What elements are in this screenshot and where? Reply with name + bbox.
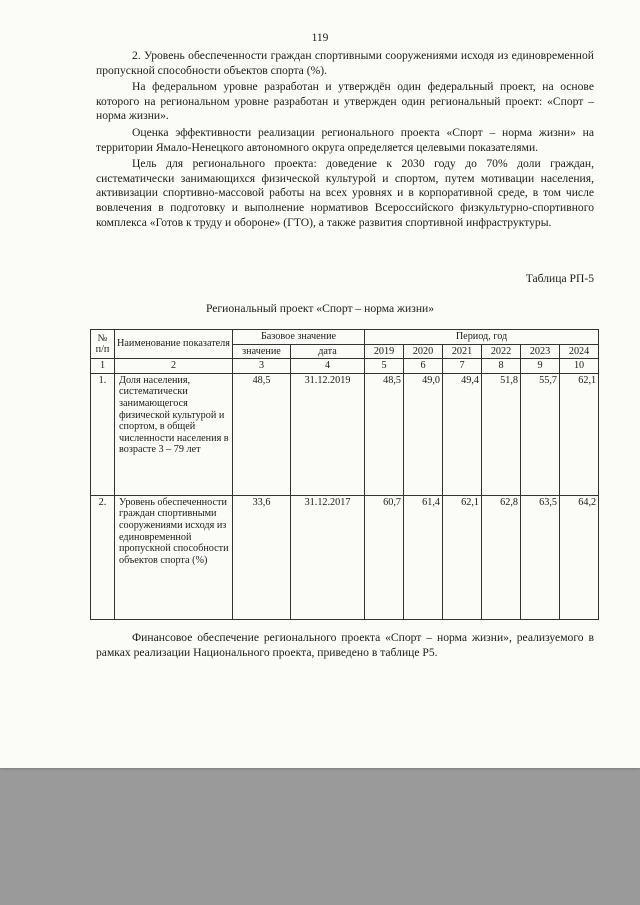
column-index: 7 (443, 359, 482, 374)
row-year-value: 62,1 (443, 495, 482, 619)
row-num: 1. (91, 373, 115, 495)
column-index: 4 (291, 359, 365, 374)
row-year-value: 62,1 (560, 373, 599, 495)
table-row (91, 495, 599, 619)
table-header-row (91, 330, 599, 345)
header-base: Базовое значение (233, 330, 365, 345)
footer-text (96, 631, 594, 660)
row-indicator-name: Доля населения, систематически занимающегося физической культурой и спортом, в общей численности населения в возрасте 3 – 79 лет (115, 373, 233, 495)
row-year-value: 63,5 (521, 495, 560, 619)
header-year: 2024 (560, 344, 599, 359)
table-row (91, 373, 599, 495)
row-year-value: 49,4 (443, 373, 482, 495)
column-index: 2 (115, 359, 233, 374)
row-year-value: 49,0 (404, 373, 443, 495)
header-year: 2022 (482, 344, 521, 359)
header-num: № п/п (91, 330, 115, 359)
column-index: 8 (482, 359, 521, 374)
row-year-value: 51,8 (482, 373, 521, 495)
column-index: 10 (560, 359, 599, 374)
header-year: 2021 (443, 344, 482, 359)
row-base-value: 48,5 (233, 373, 291, 495)
row-base-value: 33,6 (233, 495, 291, 619)
row-year-value: 62,8 (482, 495, 521, 619)
column-index: 3 (233, 359, 291, 374)
header-year: 2023 (521, 344, 560, 359)
row-year-value: 61,4 (404, 495, 443, 619)
header-name: Наименование показателя (115, 330, 233, 359)
table-label: Таблица РП-5 (525, 272, 594, 285)
header-date: дата (291, 344, 365, 359)
row-year-value: 48,5 (365, 373, 404, 495)
paragraph-financing: Финансовое обеспечение регионального проекта «Спорт – норма жизни», реализуемого в рамках реализации Национального проекта, приведено в таблице Р5. (96, 631, 594, 659)
row-base-date: 31.12.2019 (291, 373, 365, 495)
header-year: 2019 (365, 344, 404, 359)
body-text (96, 49, 594, 232)
table-title: Региональный проект «Спорт – норма жизни» (205, 302, 435, 315)
row-year-value: 55,7 (521, 373, 560, 495)
row-year-value: 60,7 (365, 495, 404, 619)
row-num: 2. (91, 495, 115, 619)
header-year: 2020 (404, 344, 443, 359)
header-value: значение (233, 344, 291, 359)
column-index: 9 (521, 359, 560, 374)
paragraph-goal: Цель для регионального проекта: доведение к 2030 году до 70% доли граждан, систематически занимающихся физической культурой и спортом, путем мотивации населения, активизации спортивно-массовой работы на всех уровнях и в корпоративной среде, в том числе вовлечения в подготовку и выполнение нормативов Всероссийского физкультурно-спортивного комплекса «Готов к труду и обороне» (ГТО), а также развития спортивной инфраструктуры. (96, 157, 594, 229)
paragraph-indicator-2: 2. Уровень обеспеченности граждан спортивными сооружениями исходя из единовременной пропускной способности объектов спорта (%). (96, 49, 594, 77)
header-period: Период, год (365, 330, 599, 345)
column-index: 1 (91, 359, 115, 374)
column-index: 6 (404, 359, 443, 374)
indicators-table (90, 329, 599, 620)
page-number: 119 (311, 32, 329, 44)
paragraph-federal-project: На федеральном уровне разработан и утверждён один федеральный проект, на основе которого на региональном уровне разработан и утвержден один региональный проект: «Спорт – норма жизни». (96, 80, 594, 123)
column-index-row (91, 359, 599, 374)
row-year-value: 64,2 (560, 495, 599, 619)
row-indicator-name: Уровень обеспеченности граждан спортивными сооружениями исходя из единовременной пропускной способности объектов спорта (%) (115, 495, 233, 619)
row-base-date: 31.12.2017 (291, 495, 365, 619)
paragraph-efficiency: Оценка эффективности реализации регионального проекта «Спорт – норма жизни» на территории Ямало-Ненецкого автономного округа определяется целевыми показателями. (96, 125, 594, 154)
column-index: 5 (365, 359, 404, 374)
